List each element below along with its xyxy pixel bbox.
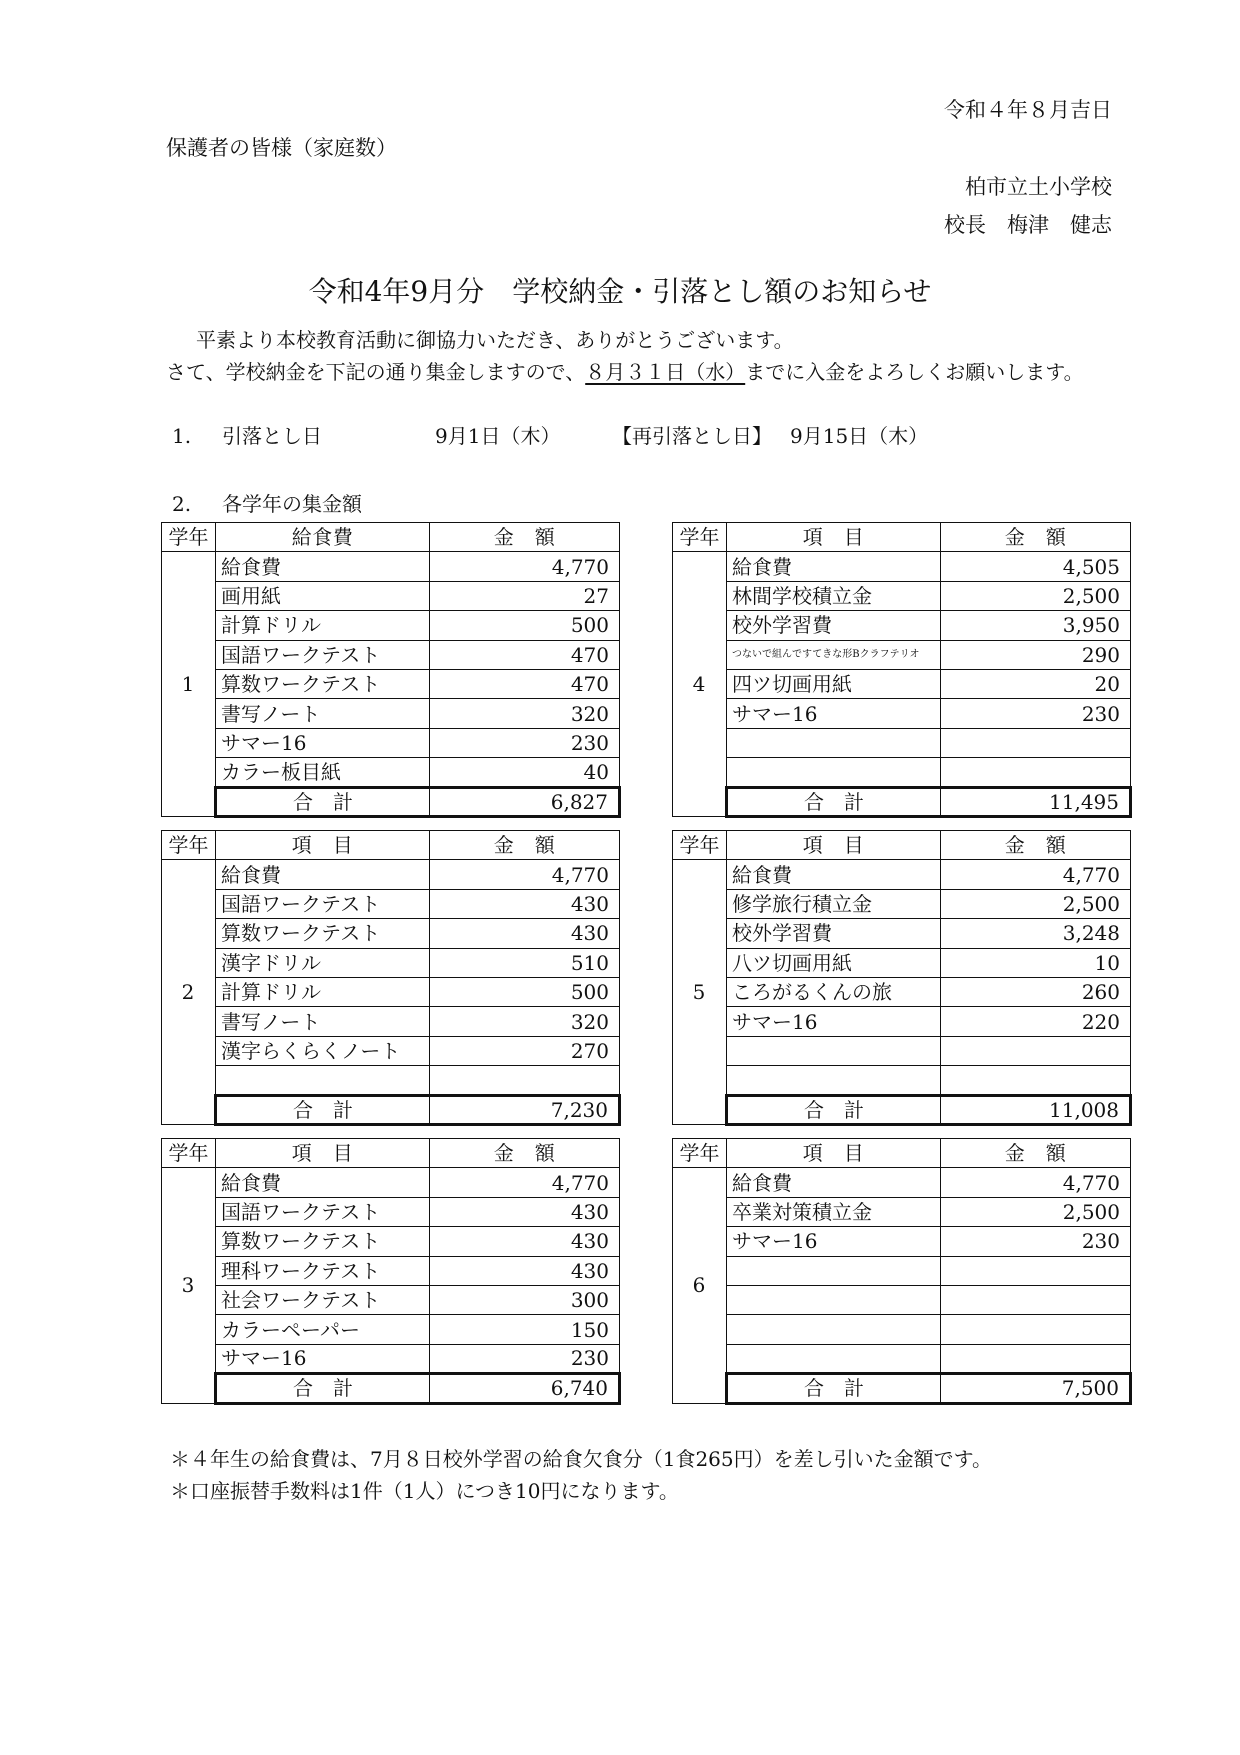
table-row xyxy=(162,1344,620,1373)
table-row xyxy=(673,889,1131,918)
table-header-row xyxy=(162,1139,620,1168)
table-header-row xyxy=(673,831,1131,860)
item-amount: 20 xyxy=(941,669,1131,698)
amount-header: 金 額 xyxy=(430,1139,620,1168)
amount-header: 金 額 xyxy=(941,1139,1131,1168)
item-amount: 3,950 xyxy=(941,611,1131,640)
section2-number: 2. xyxy=(172,492,192,516)
table-row xyxy=(673,1285,1131,1314)
item-amount xyxy=(430,1066,620,1095)
grade-6-table xyxy=(672,1138,1132,1405)
table-row xyxy=(162,699,620,728)
item-name: 給食費 xyxy=(727,552,941,581)
item-amount: 4,770 xyxy=(941,860,1131,889)
item-name: サマー16 xyxy=(727,1227,941,1256)
item-amount: 10 xyxy=(941,948,1131,977)
amount-header: 金 額 xyxy=(941,523,1131,552)
total-row xyxy=(162,1374,620,1403)
item-name: 四ツ切画用紙 xyxy=(727,669,941,698)
item-name: 給食費 xyxy=(727,860,941,889)
table-row xyxy=(162,1036,620,1065)
item-amount xyxy=(941,1285,1131,1314)
school-name: 柏市立土小学校 xyxy=(965,175,1112,199)
table-row xyxy=(673,758,1131,787)
item-name: カラー板目紙 xyxy=(216,758,430,787)
grade-header: 学年 xyxy=(673,1139,727,1168)
table-row xyxy=(673,919,1131,948)
item-amount: 430 xyxy=(430,1227,620,1256)
section1-label: 引落とし日 xyxy=(222,424,322,448)
item-amount: 230 xyxy=(941,699,1131,728)
total-amount: 7,230 xyxy=(430,1095,620,1124)
due-date: ８月３１日（水） xyxy=(585,360,746,384)
principal-name: 校長 梅津 健志 xyxy=(944,213,1112,237)
item-amount: 430 xyxy=(430,1197,620,1226)
item-name xyxy=(216,1066,430,1095)
table-header-row xyxy=(673,1139,1131,1168)
item-amount: 3,248 xyxy=(941,919,1131,948)
item-amount: 270 xyxy=(430,1036,620,1065)
item-amount xyxy=(941,1315,1131,1344)
grade-4-table xyxy=(672,522,1132,818)
grade-number: 2 xyxy=(162,860,216,1125)
note-2: ＊口座振替手数料は1件（1人）につき10円になります。 xyxy=(170,1479,679,1503)
table-row xyxy=(162,1066,620,1095)
item-name: 社会ワークテスト xyxy=(216,1285,430,1314)
table-row xyxy=(162,919,620,948)
issue-date: 令和４年８月吉日 xyxy=(944,98,1112,122)
table-row xyxy=(162,669,620,698)
table-row xyxy=(673,1007,1131,1036)
item-amount xyxy=(941,758,1131,787)
item-name: 給食費 xyxy=(216,552,430,581)
rewithdrawal-date: 9月15日（木） xyxy=(790,424,929,448)
table-row xyxy=(162,581,620,610)
item-name: 書写ノート xyxy=(216,1007,430,1036)
amount-header: 金 額 xyxy=(941,831,1131,860)
item-name: カラーペーパー xyxy=(216,1315,430,1344)
rewithdrawal-label: 【再引落とし日】 xyxy=(612,424,772,448)
withdrawal-date: 9月1日（木） xyxy=(435,424,561,448)
table-row xyxy=(162,728,620,757)
item-amount xyxy=(941,1344,1131,1373)
grade-header: 学年 xyxy=(673,831,727,860)
table-row xyxy=(162,1197,620,1226)
intro-line-2-prefix: さて、学校納金を下記の通り集金しますので、 xyxy=(166,360,586,384)
recipient: 保護者の皆様（家庭数） xyxy=(166,136,397,160)
item-amount: 430 xyxy=(430,1256,620,1285)
table-row xyxy=(673,1197,1131,1226)
item-name: 校外学習費 xyxy=(727,919,941,948)
item-name xyxy=(727,1066,941,1095)
table-row xyxy=(162,1285,620,1314)
item-amount xyxy=(941,1036,1131,1065)
table-row xyxy=(162,1168,620,1197)
item-amount: 290 xyxy=(941,640,1131,669)
item-name: 国語ワークテスト xyxy=(216,1197,430,1226)
table-row xyxy=(673,728,1131,757)
item-name: 画用紙 xyxy=(216,581,430,610)
item-name: 漢字ドリル xyxy=(216,948,430,977)
table-row xyxy=(673,1256,1131,1285)
item-name xyxy=(727,728,941,757)
table-row xyxy=(162,1007,620,1036)
item-name: 卒業対策積立金 xyxy=(727,1197,941,1226)
item-amount: 2,500 xyxy=(941,889,1131,918)
item-name: サマー16 xyxy=(216,1344,430,1373)
item-name: 給食費 xyxy=(216,1168,430,1197)
grade-number: 5 xyxy=(673,860,727,1125)
grade-5-table xyxy=(672,830,1132,1126)
total-row xyxy=(673,787,1131,816)
item-amount: 4,770 xyxy=(941,1168,1131,1197)
item-name: サマー16 xyxy=(216,728,430,757)
item-amount: 4,505 xyxy=(941,552,1131,581)
table-row xyxy=(162,860,620,889)
item-header: 項 目 xyxy=(727,1139,941,1168)
table-row xyxy=(162,948,620,977)
item-name: 算数ワークテスト xyxy=(216,1227,430,1256)
table-row xyxy=(162,1315,620,1344)
table-row xyxy=(673,669,1131,698)
total-label: 合 計 xyxy=(727,1095,941,1124)
table-header-row xyxy=(162,523,620,552)
item-name: サマー16 xyxy=(727,1007,941,1036)
item-name: 校外学習費 xyxy=(727,611,941,640)
grade-number: 6 xyxy=(673,1168,727,1403)
amount-header: 金 額 xyxy=(430,523,620,552)
item-name xyxy=(727,1256,941,1285)
total-amount: 11,495 xyxy=(941,787,1131,816)
item-amount: 4,770 xyxy=(430,860,620,889)
intro-line-2-suffix: までに入金をよろしくお願いします。 xyxy=(745,360,1084,384)
table-header-row xyxy=(673,523,1131,552)
item-amount xyxy=(941,728,1131,757)
item-name: 書写ノート xyxy=(216,699,430,728)
item-name: 理科ワークテスト xyxy=(216,1256,430,1285)
table-row xyxy=(673,1315,1131,1344)
total-amount: 11,008 xyxy=(941,1095,1131,1124)
item-header: 項 目 xyxy=(216,1139,430,1168)
grade-number: 3 xyxy=(162,1168,216,1403)
item-amount: 27 xyxy=(430,581,620,610)
total-amount: 7,500 xyxy=(941,1374,1131,1403)
item-amount: 230 xyxy=(430,1344,620,1373)
item-header: 給食費 xyxy=(216,523,430,552)
section1-number: 1. xyxy=(172,424,192,448)
item-header: 項 目 xyxy=(727,831,941,860)
item-amount: 150 xyxy=(430,1315,620,1344)
total-label: 合 計 xyxy=(216,1374,430,1403)
item-name: 八ツ切画用紙 xyxy=(727,948,941,977)
item-amount: 220 xyxy=(941,1007,1131,1036)
table-row xyxy=(673,699,1131,728)
item-name: 算数ワークテスト xyxy=(216,919,430,948)
table-row xyxy=(673,1344,1131,1373)
item-name: 漢字らくらくノート xyxy=(216,1036,430,1065)
total-label: 合 計 xyxy=(216,787,430,816)
item-name: 給食費 xyxy=(216,860,430,889)
item-amount: 300 xyxy=(430,1285,620,1314)
table-row xyxy=(162,977,620,1006)
item-amount: 230 xyxy=(941,1227,1131,1256)
total-row xyxy=(673,1374,1131,1403)
item-name: サマー16 xyxy=(727,699,941,728)
table-row xyxy=(162,552,620,581)
table-row xyxy=(673,640,1131,669)
item-name: 国語ワークテスト xyxy=(216,640,430,669)
item-amount xyxy=(941,1066,1131,1095)
total-label: 合 計 xyxy=(727,1374,941,1403)
item-header: 項 目 xyxy=(727,523,941,552)
intro-line-2 xyxy=(166,362,1084,382)
table-row xyxy=(673,581,1131,610)
item-name xyxy=(727,1285,941,1314)
table-row xyxy=(162,640,620,669)
total-label: 合 計 xyxy=(216,1095,430,1124)
item-name: 修学旅行積立金 xyxy=(727,889,941,918)
amount-header: 金 額 xyxy=(430,831,620,860)
item-name xyxy=(727,1036,941,1065)
section2-label: 各学年の集金額 xyxy=(222,492,362,516)
item-name: 国語ワークテスト xyxy=(216,889,430,918)
grade-header: 学年 xyxy=(162,831,216,860)
table-row xyxy=(162,611,620,640)
grade-number: 4 xyxy=(673,552,727,817)
total-amount: 6,740 xyxy=(430,1374,620,1403)
grade-header: 学年 xyxy=(162,523,216,552)
item-name: ころがるくんの旅 xyxy=(727,977,941,1006)
note-1: ＊４年生の給食費は、7月８日校外学習の給食欠食分（1食265円）を差し引いた金額です。 xyxy=(170,1447,993,1471)
item-amount: 2,500 xyxy=(941,1197,1131,1226)
grade-3-table xyxy=(161,1138,621,1405)
table-row xyxy=(673,977,1131,1006)
item-name: 給食費 xyxy=(727,1168,941,1197)
item-amount: 260 xyxy=(941,977,1131,1006)
page-title: 令和4年9月分 学校納金・引落とし額のお知らせ xyxy=(308,275,932,308)
table-row xyxy=(673,552,1131,581)
total-row xyxy=(162,787,620,816)
table-row xyxy=(673,1036,1131,1065)
table-row xyxy=(673,948,1131,977)
item-amount: 4,770 xyxy=(430,552,620,581)
table-row xyxy=(673,1066,1131,1095)
table-row xyxy=(673,611,1131,640)
grade-header: 学年 xyxy=(162,1139,216,1168)
item-amount: 430 xyxy=(430,919,620,948)
item-name xyxy=(727,1344,941,1373)
table-row xyxy=(673,1168,1131,1197)
table-header-row xyxy=(162,831,620,860)
table-row xyxy=(673,1227,1131,1256)
total-amount: 6,827 xyxy=(430,787,620,816)
grade-2-table xyxy=(161,830,621,1126)
item-amount: 2,500 xyxy=(941,581,1131,610)
intro-line-1: 平素より本校教育活動に御協力いただき、ありがとうございます。 xyxy=(196,328,794,352)
item-amount xyxy=(941,1256,1131,1285)
item-amount: 320 xyxy=(430,699,620,728)
item-amount: 510 xyxy=(430,948,620,977)
table-row xyxy=(162,1227,620,1256)
item-amount: 430 xyxy=(430,889,620,918)
table-row xyxy=(162,889,620,918)
grade-1-table xyxy=(161,522,621,818)
grade-header: 学年 xyxy=(673,523,727,552)
item-amount: 470 xyxy=(430,640,620,669)
item-name: 林間学校積立金 xyxy=(727,581,941,610)
item-name xyxy=(727,1315,941,1344)
item-name: 計算ドリル xyxy=(216,977,430,1006)
item-amount: 500 xyxy=(430,611,620,640)
table-row xyxy=(162,758,620,787)
item-amount: 320 xyxy=(430,1007,620,1036)
item-name: つないで組んですてきな形Bクラフテリオ xyxy=(727,640,941,669)
grade-number: 1 xyxy=(162,552,216,817)
item-name xyxy=(727,758,941,787)
item-amount: 4,770 xyxy=(430,1168,620,1197)
total-row xyxy=(162,1095,620,1124)
item-amount: 470 xyxy=(430,669,620,698)
total-label: 合 計 xyxy=(727,787,941,816)
total-row xyxy=(673,1095,1131,1124)
item-amount: 230 xyxy=(430,728,620,757)
table-row xyxy=(162,1256,620,1285)
item-name: 算数ワークテスト xyxy=(216,669,430,698)
item-name: 計算ドリル xyxy=(216,611,430,640)
item-amount: 40 xyxy=(430,758,620,787)
item-amount: 500 xyxy=(430,977,620,1006)
table-row xyxy=(673,860,1131,889)
item-header: 項 目 xyxy=(216,831,430,860)
